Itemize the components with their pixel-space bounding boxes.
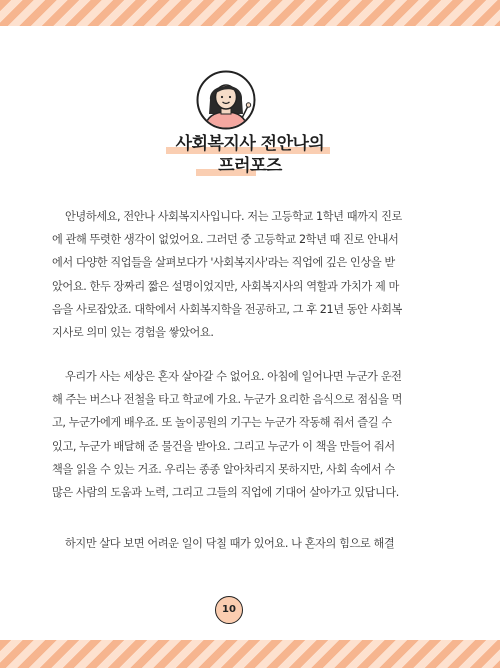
text-line: 고, 누군가에게 배우죠. 또 놀이공원의 기구는 누군가 작동해 줘서 즐길 수 — [52, 416, 392, 430]
page-title-line-2: 프러포즈 — [218, 156, 282, 176]
text-line: 에 관해 뚜렷한 생각이 없었어요. 그러던 중 고등학교 2학년 때 진로 안내서 — [52, 233, 399, 247]
text-line: 우리가 사는 세상은 혼자 살아갈 수 없어요. 아침에 일어나면 누군가 운전 — [65, 370, 402, 383]
author-avatar-icon — [196, 70, 256, 130]
text-line: 음을 사로잡았죠. 대학에서 사회복지학을 전공하고, 그 후 21년 동안 사회복 — [52, 302, 402, 316]
text-line: 았어요. 한두 장짜리 짧은 설명이었지만, 사회복지사의 역할과 가치가 제 마 — [52, 279, 399, 293]
paragraph-3 — [65, 532, 395, 555]
text-line: 에서 다양한 직업들을 살펴보다가 '사회복지사'라는 직업에 깊은 인상을 받 — [52, 256, 395, 270]
text-line: 있고, 누군가 배달해 준 물건을 받아요. 그리고 누군가 이 책을 만들어 줘서 — [52, 439, 395, 453]
page-number: 10 — [215, 596, 243, 624]
text-line: 많은 사람의 도움과 노력, 그리고 그들의 직업에 기대어 살아가고 있답니다. — [52, 485, 399, 499]
top-decorative-stripe — [0, 0, 500, 26]
paragraph-1 — [52, 205, 402, 344]
paragraph-2 — [52, 365, 403, 504]
text-line: 안녕하세요, 전안나 사회복지사입니다. 저는 고등학교 1학년 때까지 진로 — [65, 210, 402, 223]
text-line: 하지만 살다 보면 어려운 일이 닥칠 때가 있어요. 나 혼자의 힘으로 해결 — [65, 537, 395, 550]
text-line: 책을 읽을 수 있는 거죠. 우리는 종종 알아차리지 못하지만, 사회 속에서 수 — [52, 462, 395, 476]
text-line: 해 주는 버스나 전철을 타고 학교에 가요. 누군가 요리한 음식으로 점심을 먹 — [52, 393, 403, 407]
bottom-decorative-stripe — [0, 640, 500, 668]
text-line: 지사로 의미 있는 경험을 쌓았어요. — [52, 325, 214, 339]
page-title-line-1: 사회복지사 전안나의 — [175, 134, 325, 154]
